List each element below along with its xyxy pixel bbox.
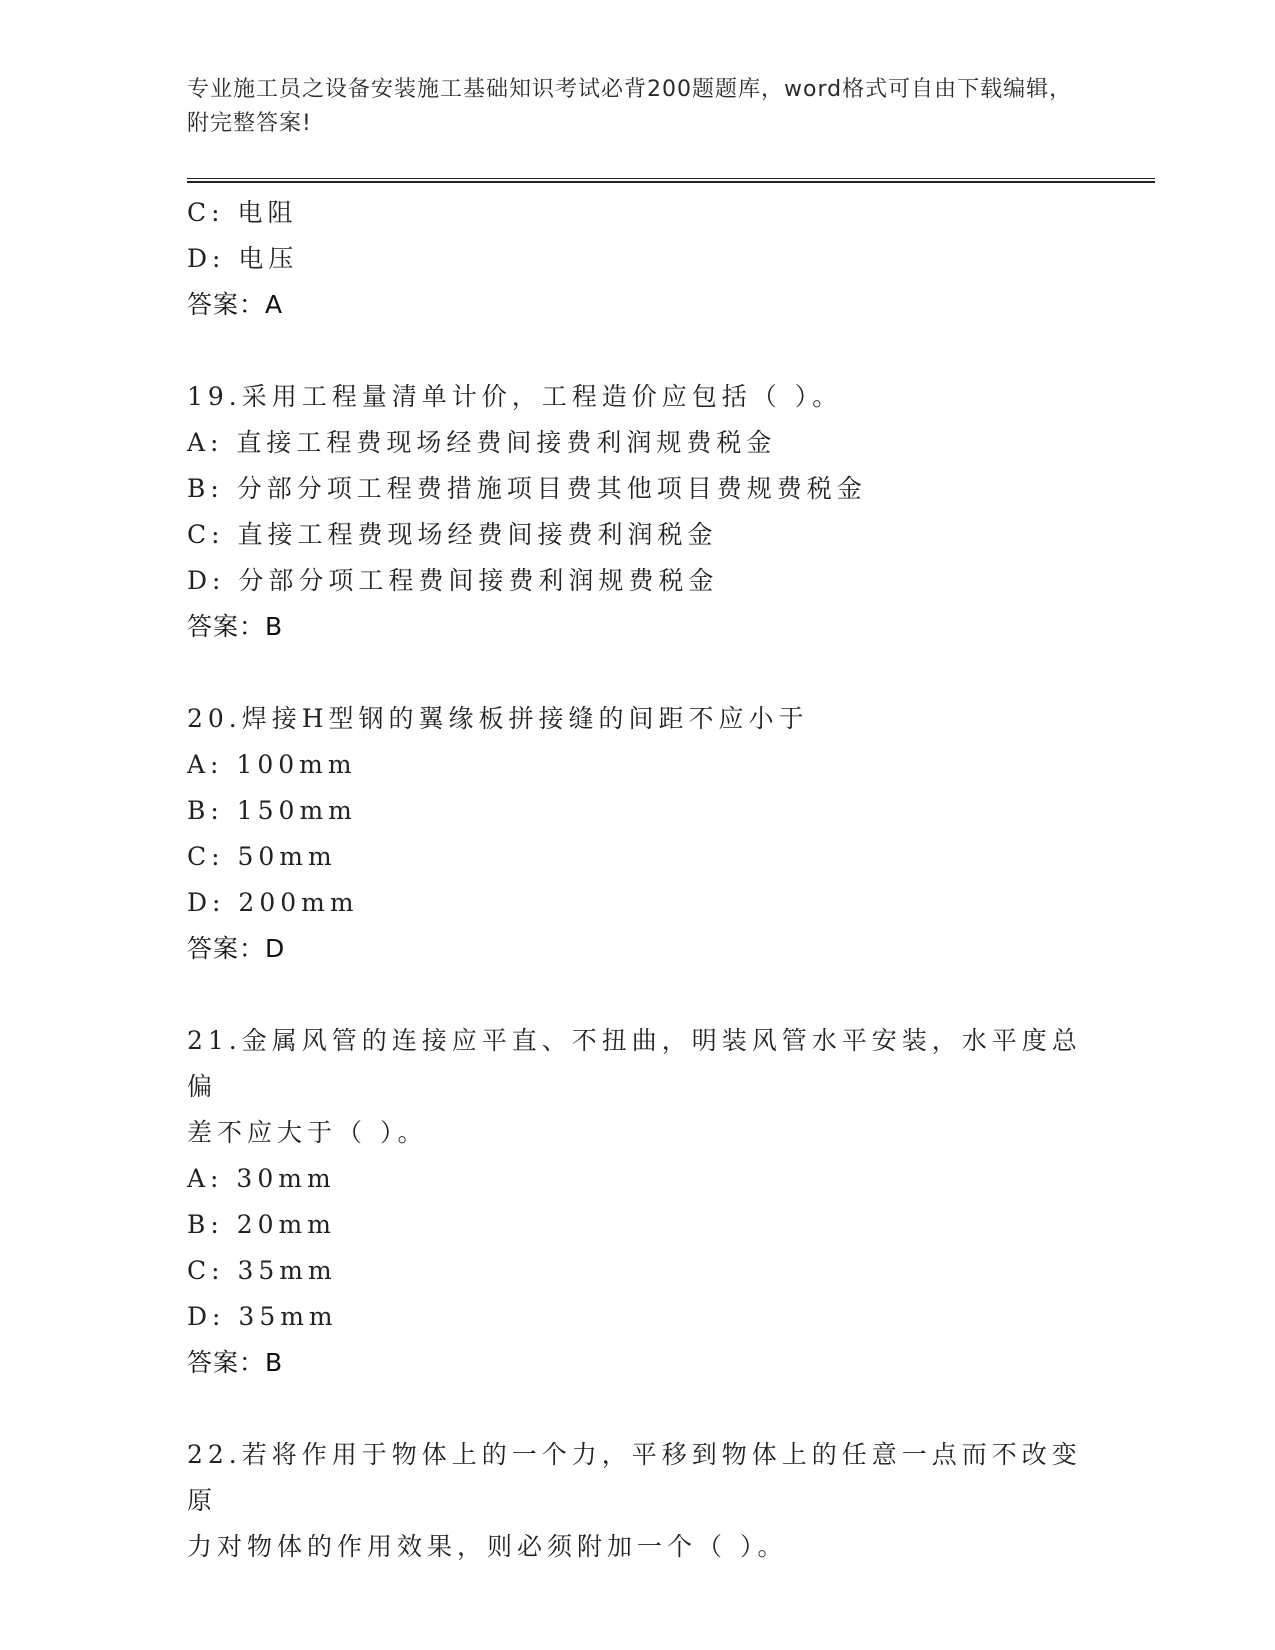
option-a: A: 直接工程费现场经费间接费利润规费税金 [187, 428, 777, 457]
option-c: C: 电阻 [187, 198, 298, 227]
question-21 [187, 1018, 1087, 1386]
question-stem: 20.焊接H型钢的翼缘板拼接缝的间距不应小于 [187, 704, 809, 733]
document-header [187, 73, 1077, 141]
question-list [187, 190, 1087, 1570]
option-c: C: 35mm [187, 1256, 337, 1285]
option-text: 电压 [238, 244, 299, 273]
option-a: A: 100mm [187, 750, 357, 779]
spacer [187, 1386, 1087, 1432]
question-stem-line-2: 力对物体的作用效果，则必须附加一个（ ）。 [187, 1532, 788, 1561]
question-19 [187, 374, 1087, 650]
question-20 [187, 696, 1087, 972]
option-d: D: 电压 [187, 244, 299, 273]
spacer [187, 328, 1087, 374]
option-c: C: 直接工程费现场经费间接费利润税金 [187, 520, 718, 549]
option-d: D: 分部分项工程费间接费利润规费税金 [187, 566, 719, 595]
header-divider [187, 178, 1155, 183]
answer-line: 答案：D [187, 934, 286, 963]
option-b: B: 分部分项工程费措施项目费其他项目费规费税金 [187, 474, 867, 503]
question-22 [187, 1432, 1087, 1570]
option-d: D: 35mm [187, 1302, 338, 1331]
option-d: D: 200mm [187, 888, 359, 917]
header-title: 专业施工员之设备安装施工基础知识考试必背200题题库，word格式可自由下载编辑，附完整答案! [187, 77, 1073, 136]
answer-line: 答案：B [187, 612, 284, 641]
option-c: C: 50mm [187, 842, 337, 871]
answer-line: 答案：B [187, 1348, 284, 1377]
option-text: 电阻 [237, 198, 298, 227]
prev-question-tail [187, 190, 1087, 328]
option-b: B: 20mm [187, 1210, 336, 1239]
answer-line: 答案：A [187, 290, 284, 319]
question-stem-line-1: 21.金属风管的连接应平直、不扭曲，明装风管水平安装，水平度总偏 [187, 1026, 1082, 1101]
question-stem: 19.采用工程量清单计价，工程造价应包括（ ）。 [187, 382, 843, 411]
question-stem-line-2: 差不应大于（ ）。 [187, 1118, 428, 1147]
option-b: B: 150mm [187, 796, 357, 825]
spacer [187, 972, 1087, 1018]
question-stem-line-1: 22.若将作用于物体上的一个力，平移到物体上的任意一点而不改变原 [187, 1440, 1082, 1515]
spacer [187, 650, 1087, 696]
option-a: A: 30mm [187, 1164, 336, 1193]
